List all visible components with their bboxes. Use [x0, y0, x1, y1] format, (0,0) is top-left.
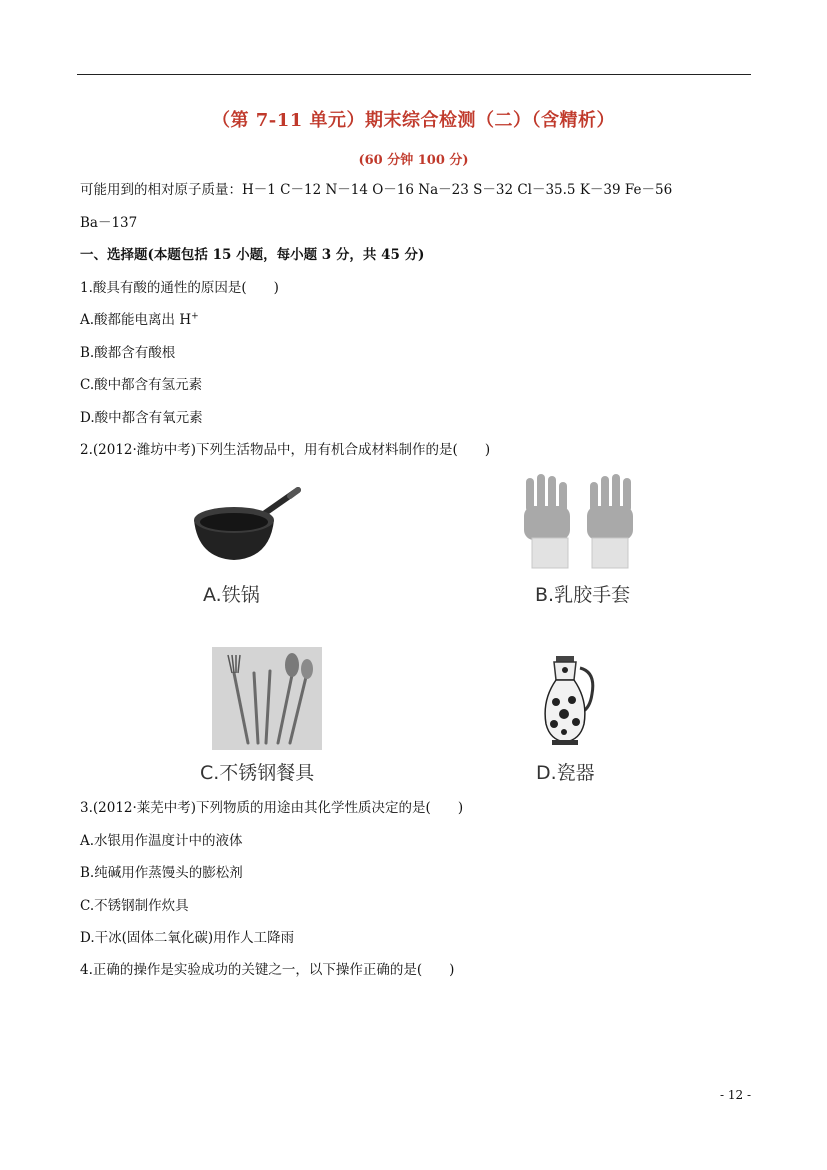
option-b-caption: B.乳胶手套 [535, 584, 631, 606]
question-3-option-a: A.水银用作温度计中的液体 [80, 833, 243, 849]
superscript: + [191, 311, 199, 322]
question-1-option-c: C.酸中都含有氢元素 [80, 377, 203, 393]
question-3-stem: 3.(2012·莱芜中考)下列物质的用途由其化学性质决定的是( ) [80, 800, 464, 816]
atomic-mass-line-2: Ba－137 [80, 215, 138, 231]
question-3-option-b: B.纯碱用作蒸馒头的膨松剂 [80, 865, 243, 881]
tableware-image [212, 647, 322, 750]
question-1-option-d: D.酸中都含有氧元素 [80, 410, 203, 426]
question-4-stem: 4.正确的操作是实验成功的关键之一，以下操作正确的是( ) [80, 962, 455, 978]
option-a-caption: A.铁锅 [203, 584, 260, 606]
wok-image [190, 484, 305, 564]
option-a-text: A.酸都能电离出 H [80, 312, 192, 328]
page-title: （第 7-11 单元）期末综合检测（二）（含精析） [211, 110, 616, 131]
page-subtitle: (60 分钟 100 分) [358, 153, 469, 168]
header-rule [77, 74, 751, 75]
section-heading: 一、选择题(本题包括 15 小题，每小题 3 分，共 45 分) [80, 247, 425, 263]
question-1-option-b: B.酸都含有酸根 [80, 345, 176, 361]
question-1-option-a [80, 311, 199, 329]
option-d-caption: D.瓷器 [536, 762, 595, 784]
gloves-image [520, 474, 640, 574]
porcelain-image [542, 654, 597, 746]
question-3-option-d: D.干冰(固体二氧化碳)用作人工降雨 [80, 930, 295, 946]
question-1-stem: 1.酸具有酸的通性的原因是( ) [80, 280, 279, 296]
question-3-option-c: C.不锈钢制作炊具 [80, 898, 189, 914]
question-2-stem: 2.(2012·潍坊中考)下列生活物品中，用有机合成材料制作的是( ) [80, 442, 491, 458]
page-number: - 12 - [720, 1088, 752, 1102]
option-c-caption: C.不锈钢餐具 [200, 762, 315, 784]
atomic-mass-line-1: 可能用到的相对原子质量：H－1 C－12 N－14 O－16 Na－23 S－32 Cl－35.5 K－39 Fe－56 [80, 182, 673, 198]
